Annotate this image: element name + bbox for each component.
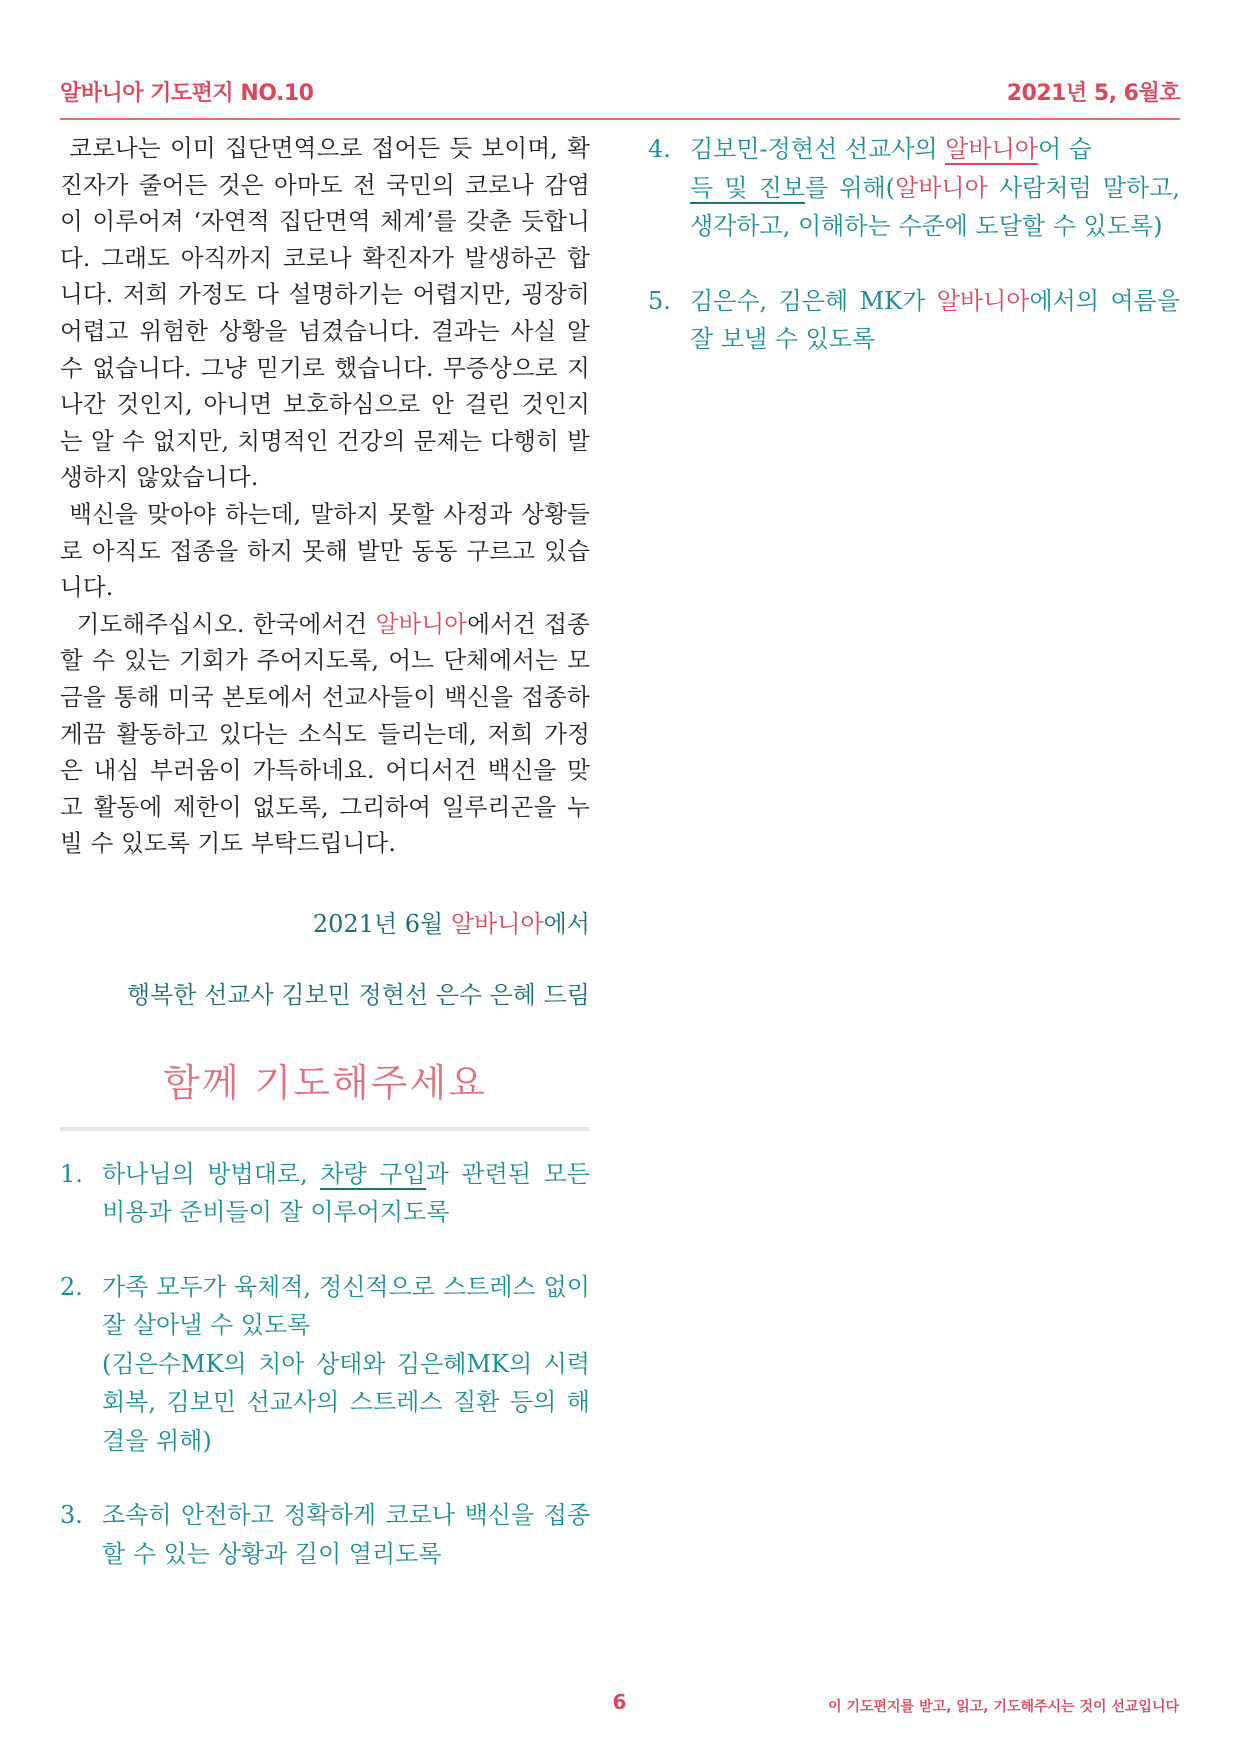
prayer-item-1: 1. 하나님의 방법대로, 차량 구입과 관련된 모든 비용과 준비들이 잘 이루어지도록 <box>60 1159 590 1227</box>
prayer-item-3: 3. 조속히 안전하고 정확하게 코로나 백신을 접종할 수 있는 상황과 길이 열리도록 <box>60 1501 590 1568</box>
prayer-section-title: 함께 기도해주세요 <box>60 1052 590 1131</box>
letter-paragraph-3: 기도해주십시오. 한국에서건 알바니아에서건 접종할 수 있는 기회가 주어지도록, 어느 단체에서는 모금을 통해 미국 본토에서 선교사들이 백신을 접종하게끔 활동하고 있다는 소식도 들리는데, 저희 가정은 내심 부러움이 가득하네요. 어디서건 백신을 맞고 활동에 제한이 없도록, 그리하여 일루리곤을 누빌 수 있도록 기도 부탁드립니다. <box>60 609 590 858</box>
right-column <box>648 130 1180 395</box>
footer-tagline: 이 기도편지를 받고, 읽고, 기도해주시는 것이 선교입니다 <box>828 1699 1179 1715</box>
page-number: 6 <box>612 1690 627 1714</box>
newsletter-title: 알바니아 기도편지 NO.10 <box>60 81 314 106</box>
prayer-list-right <box>648 130 1180 359</box>
prayer-item-5: 5. 김은수, 김은혜 MK가 알바니아에서의 여름을 잘 보낼 수 있도록 <box>648 286 1181 353</box>
left-column <box>60 130 590 1609</box>
highlight-car-purchase: 차량 구입 <box>320 1159 426 1188</box>
issue-date: 2021년 5, 6월호 <box>1006 81 1180 106</box>
letter-paragraph-2: 백신을 맞아야 하는데, 말하지 못할 사정과 상황들로 아직도 접종을 하지 못해 발만 동동 구르고 있습니다. <box>60 499 590 602</box>
page-header <box>60 72 1180 120</box>
prayer-list-left <box>60 1155 590 1574</box>
letter-paragraph-1: 코로나는 이미 집단면역으로 접어든 듯 보이며, 확진자가 줄어든 것은 아마도 전 국민의 코로나 감염이 이루어져 ‘자연적 집단면역 체계’를 갖춘 듯합니다. 그래도 아직까지 코로나 확진자가 발생하곤 합니다. 저희 가정도 다 설명하기는 어렵지만, 굉장히 어렵고 위험한 상황을 넘겼습니다. 결과는 사실 알 수 없습니다. 그냥 믿기로 했습니다. 무증상으로 지나간 것인지, 아니면 보호하심으로 안 걸린 것인지는 알 수 없지만, 치명적인 건강의 문제는 다행히 발생하지 않았습니다. <box>60 134 590 492</box>
highlight-progress: 득 및 진보 <box>690 173 805 202</box>
highlight-albania: 알바니아 <box>945 135 1038 163</box>
prayer-item-4: 4. 김보민-정현선 선교사의 알바니아어 습 득 및 진보를 위해(알바니아 사람처럼 말하고, 생각하고, 이해하는 수준에 도달할 수 있도록) <box>648 135 1180 240</box>
prayer-item-2: 2. 가족 모두가 육체적, 정신적으로 스트레스 없이 잘 살아낼 수 있도록 (김은수MK의 치아 상태와 김은혜MK의 시력 회복, 김보민 선교사의 스트레스 질환 등의 해결을 위해) <box>60 1272 590 1455</box>
letter-signature: 행복한 선교사 김보민 정현선 은수 은혜 드림 <box>126 980 590 1009</box>
letter-date: 2021년 6월 알바니아에서 <box>312 909 590 938</box>
